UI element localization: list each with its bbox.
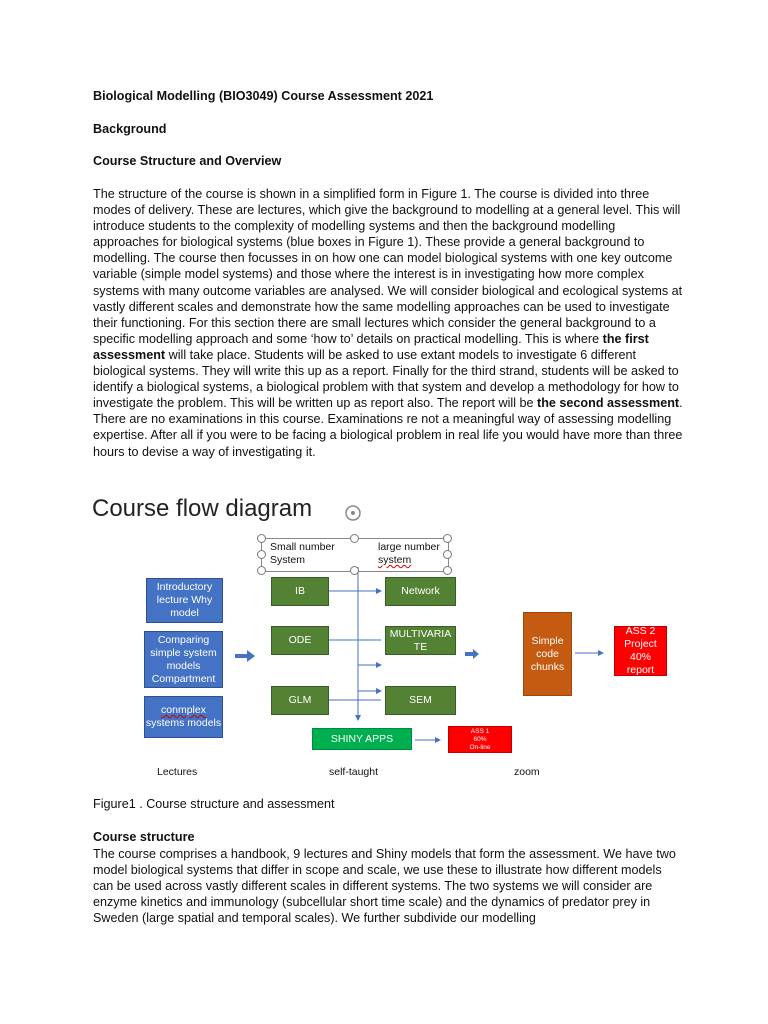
document-title: Biological Modelling (BIO3049) Course Assessment 2021: [93, 89, 434, 103]
ass2-box: ASS 2 Project 40% report: [614, 626, 667, 676]
ass1-line1: ASS 1: [470, 727, 490, 735]
ass1-line2: 60%: [473, 735, 487, 743]
intro-text-3: . There are no examinations in this course. Examinations re not a meaningful way of assessing modelling expertise. After all if you were to be facing a biological problem in real life you would have more than three hours to devise a way of investigating it.: [93, 396, 683, 459]
figure-caption: Figure1 . Course structure and assessment: [93, 797, 335, 811]
zoom-label: zoom: [514, 766, 540, 778]
intro-lecture-box: Introductory lecture Why model: [146, 578, 223, 623]
intro-bold-second-assessment: the second assessment: [537, 396, 680, 411]
intro-paragraph: [93, 186, 683, 460]
large-number-label: [378, 541, 440, 567]
rotate-handle-icon[interactable]: [346, 506, 360, 520]
heading-background: Background: [93, 122, 167, 136]
comparing-models-box: Comparing simple system models Compartment: [144, 631, 223, 688]
ib-box: IB: [271, 577, 329, 606]
resize-handle-tr[interactable]: [443, 534, 452, 543]
diagram-title: Course flow diagram: [92, 495, 313, 522]
ass1-box: [448, 726, 512, 753]
complex-systems-box: [144, 696, 223, 738]
complex-rest: systems models: [145, 717, 222, 729]
resize-handle-bl[interactable]: [257, 566, 266, 575]
resize-handle-br[interactable]: [443, 566, 452, 575]
resize-handle-mr[interactable]: [443, 550, 452, 559]
small-number-text: Small number: [270, 541, 335, 553]
lectures-label: Lectures: [157, 766, 198, 778]
large-number-text: large number: [378, 541, 440, 553]
network-box: Network: [385, 577, 456, 606]
ode-box: ODE: [271, 626, 329, 655]
glm-box: GLM: [271, 686, 329, 715]
intro-bold-first-assessment: the first assessment: [93, 331, 649, 362]
intro-text-2: will take place. Students will be asked to use extant models to investigate 6 different biological systems. They will write this up as a report. Finally for the third strand, students will be asked to identify a biological systems, a biological problem with that system and develop a methodology for how to investigate the problem. This will be written up as report also. The report will be: [93, 347, 679, 411]
multivariate-box: MULTIVARIA TE: [385, 626, 456, 655]
models-to-code-arrow: [465, 649, 479, 659]
small-number-label: [270, 541, 335, 567]
course-flow-diagram: [85, 495, 685, 785]
resize-handle-ml[interactable]: [257, 550, 266, 559]
resize-handle-tl[interactable]: [257, 534, 266, 543]
sem-box: SEM: [385, 686, 456, 715]
system-lower-text: system: [378, 554, 412, 566]
simple-code-box: Simple code chunks: [523, 612, 572, 696]
complex-word: conmplex: [161, 704, 206, 716]
shiny-apps-box: SHINY APPS: [312, 728, 412, 750]
intro-text-1: The structure of the course is shown in a simplified form in Figure 1. The course is divided into three modes of delivery. These are lectures, which give the background to modelling at a general level. This will introduce students to the complexity of modelling systems and then the background modelling approaches for biological systems (blue boxes in Figure 1). These provide a general background to modelling. The course then focusses in on how one can model biological systems with one key outcome variable (simple model systems) and those where the interest is in investigating how more complex systems with many outcome variables are analysed. We will consider biological and ecological systems at vastly different scales and demonstrate how the same modelling approaches can be used to investigate their functioning. For this section there are small lectures which consider the general background to a specific modelling approach and some ‘how to’ details on practical modelling. This is where: [93, 187, 683, 346]
resize-handle-bc[interactable]: [350, 566, 359, 575]
heading-structure-overview: Course Structure and Overview: [93, 154, 282, 168]
heading-course-structure: Course structure: [93, 830, 195, 844]
resize-handle-tc[interactable]: [350, 534, 359, 543]
course-structure-paragraph: The course comprises a handbook, 9 lectures and Shiny models that form the assessment. We have two model biological systems that differ in scope and scale, we use these to illustrate how different models can be used across vastly different scales in different systems. The two systems we will consider are enzyme kinetics and immunology (subcellular short time scale) and the dynamics of predator prey in Sweden (large spatial and temporal scales). We further subdivide our modelling: [93, 847, 676, 926]
self-taught-label: self-taught: [329, 766, 379, 778]
lectures-to-models-arrow: [235, 650, 255, 662]
ass1-line3: On-line: [469, 743, 491, 751]
system-text: System: [270, 554, 306, 566]
